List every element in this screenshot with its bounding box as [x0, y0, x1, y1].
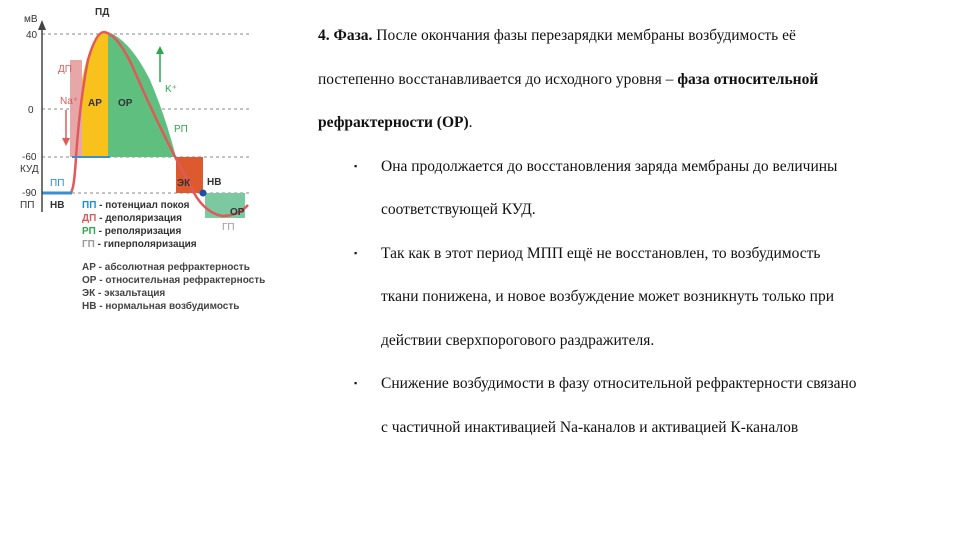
- label-dp: ДП: [58, 64, 72, 75]
- absolute-refractory-region: [82, 32, 108, 157]
- bullet-1: [318, 145, 948, 189]
- legend-desc-pp: - потенциал покоя: [96, 200, 190, 211]
- y-tick-kud: КУД: [20, 164, 39, 175]
- bullet-2-line-1: Так как в этот период МПП ещё не восстановлен, то возбудимость: [381, 244, 821, 262]
- bullet-2-line-2: ткани понижена, и новое возбуждение может возникнуть только при: [381, 288, 835, 305]
- label-pp: ПП: [50, 178, 65, 189]
- legend-abbr-pp: ПП: [82, 200, 97, 211]
- legend-state-ek: ЭК - экзальтация: [82, 288, 166, 299]
- heading-line: [318, 14, 948, 58]
- label-or-small: ОР: [230, 207, 245, 218]
- label-ar: АР: [88, 98, 102, 109]
- y-tick-minus90: -90: [22, 188, 37, 199]
- bullet-marker-2: ▪: [354, 247, 358, 258]
- threshold-dot: [200, 190, 207, 197]
- legend-item-pp: [82, 200, 190, 211]
- legend-state-nv: НВ - нормальная возбудимость: [82, 301, 240, 312]
- legend-state-or: ОР - относительная рефрактерность: [82, 275, 266, 286]
- legend-desc-gp: - гиперполяризация: [94, 239, 197, 250]
- label-rp: РП: [174, 124, 188, 135]
- phase-name-part-1: фаза относительной: [677, 70, 819, 88]
- bullet-3-line-2: с частичной инактивацией Na-каналов и активацией К-каналов: [381, 418, 799, 436]
- legend-item-gp: [82, 239, 197, 250]
- action-potential-diagram: [0, 0, 300, 320]
- phase-legend: [82, 200, 197, 250]
- y-tick-minus60: -60: [22, 152, 37, 163]
- label-gp: ГП: [222, 222, 235, 233]
- y-axis-arrow-icon: [38, 20, 46, 30]
- bullet-3-line-1: Снижение возбудимости в фазу относительной рефрактерности связано: [381, 375, 857, 392]
- paragraph-line-2: [318, 58, 948, 102]
- paragraph-line-3: [318, 101, 948, 145]
- k-arrow-up-icon: [156, 46, 164, 54]
- legend-state-ar: АР - абсолютная рефрактерность: [82, 262, 250, 273]
- legend-desc-dp: - деполяризация: [96, 213, 182, 224]
- label-ek: ЭК: [177, 178, 191, 189]
- bullet-1-line-2: соответствующей КУД.: [381, 201, 536, 218]
- bullet-2-line-3: действии сверхпорогового раздражителя.: [381, 331, 655, 349]
- legend-item-dp: [82, 213, 182, 224]
- legend-abbr-dp: ДП: [82, 213, 97, 224]
- bullet-3: [318, 362, 948, 406]
- slide-text: [318, 14, 948, 449]
- bullet-2: [318, 232, 948, 276]
- legend-abbr-rp: РП: [82, 226, 96, 237]
- phase-name-part-2: рефрактерности (ОР): [318, 114, 469, 131]
- na-arrow-down-icon: [62, 138, 70, 146]
- label-nv-left: НВ: [50, 200, 65, 211]
- label-nv-right: НВ: [207, 177, 222, 188]
- label-or: ОР: [118, 98, 133, 109]
- heading-phase-number: 4. Фаза.: [318, 27, 373, 44]
- y-tick-0: 0: [28, 105, 34, 116]
- label-k: K⁺: [165, 84, 177, 95]
- state-legend: [82, 261, 265, 312]
- paragraph-period: .: [468, 114, 473, 131]
- bullet-marker-3: ▪: [354, 378, 358, 388]
- peak-label-pd: ПД: [95, 7, 110, 18]
- bullet-marker-1: ▪: [354, 160, 358, 171]
- y-unit-label: мВ: [24, 14, 38, 25]
- legend-item-rp: [82, 226, 181, 237]
- heading-text: После окончания фазы перезарядки мембраны возбудимость её: [372, 27, 796, 44]
- y-tick-40: 40: [26, 30, 38, 41]
- paragraph-line-2-text: постепенно восстанавливается до исходного уровня –: [318, 70, 678, 88]
- legend-abbr-gp: ГП: [82, 239, 95, 250]
- label-na: Na⁺: [60, 96, 79, 107]
- legend-desc-rp: - реполяризация: [95, 226, 182, 237]
- bullet-1-line-1: Она продолжается до восстановления заряда мембраны до величины: [381, 157, 838, 175]
- y-tick-pp: ПП: [20, 200, 35, 211]
